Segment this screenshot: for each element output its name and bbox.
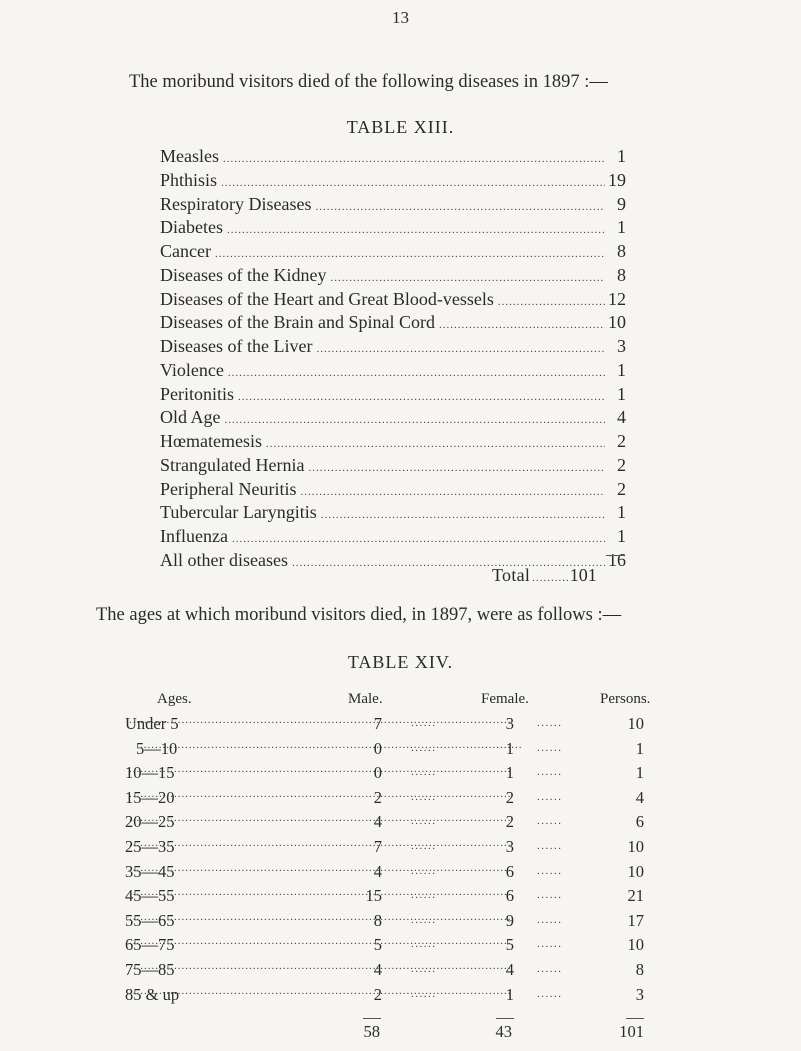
- table-row: [160, 194, 626, 218]
- table-row: [0, 985, 801, 1010]
- dot-leader: ......: [537, 840, 563, 852]
- table-row: [160, 312, 626, 336]
- female-count: 9: [505, 910, 514, 930]
- table-row: [160, 146, 626, 170]
- dot-leader: ......: [537, 815, 563, 828]
- disease-label: Violence: [160, 359, 224, 380]
- persons-total: 101: [619, 1022, 644, 1041]
- header-female: Female.: [481, 691, 529, 707]
- persons-count: 10: [627, 837, 644, 856]
- dot-leader: ......: [411, 963, 437, 975]
- table-row: [0, 739, 801, 764]
- disease-label: Peritonitis: [160, 383, 235, 404]
- disease-label: Diseases of the Kidney: [160, 264, 327, 285]
- persons-count: 21: [627, 886, 644, 906]
- male-count: 15: [365, 886, 382, 906]
- table-row: [0, 862, 801, 887]
- death-count: 3: [617, 336, 626, 356]
- death-count: 2: [617, 454, 626, 475]
- age-label: Under 5: [125, 714, 179, 733]
- persons-count: 1: [635, 738, 644, 758]
- dot-leader: [498, 296, 605, 308]
- table-row: [0, 837, 801, 862]
- age-label: 45—55: [125, 886, 175, 906]
- table-row: [160, 241, 626, 265]
- dot-leader: ......: [411, 741, 437, 754]
- age-label: 20—25: [125, 812, 175, 832]
- table-14-title: TABLE XIV.: [347, 652, 454, 672]
- disease-label: Influenza: [160, 526, 228, 546]
- dot-leader: ......: [411, 889, 437, 902]
- male-total-rule: [363, 1018, 381, 1019]
- death-count: 1: [617, 383, 626, 404]
- dot-leader: ......: [537, 889, 563, 902]
- dot-leader: ......: [411, 938, 437, 951]
- dot-leader: ......: [537, 963, 563, 975]
- female-count: 3: [505, 837, 514, 856]
- death-count: 1: [617, 502, 626, 523]
- dot-leader: [215, 248, 605, 260]
- table-row: [160, 336, 626, 360]
- dot-leader: ......: [537, 987, 563, 1000]
- total-row: [492, 565, 597, 586]
- persons-count: 10: [627, 935, 644, 955]
- dot-leader: ......: [411, 717, 437, 729]
- dot-leader: ......: [537, 717, 563, 729]
- dot-leader: [439, 319, 605, 331]
- table-row: [0, 788, 801, 813]
- dot-leader: [228, 367, 605, 379]
- total-label: Total: [492, 565, 531, 585]
- dot-leader: ......: [411, 913, 437, 926]
- disease-label: Diseases of the Brain and Spinal Cord: [160, 312, 435, 333]
- death-count: 1: [617, 146, 626, 166]
- dot-leader: [227, 224, 605, 236]
- female-count: 2: [505, 812, 514, 832]
- dot-leader: [129, 886, 512, 898]
- dot-leader: ......: [537, 938, 563, 951]
- female-count: 1: [505, 763, 514, 783]
- dot-leader: [321, 509, 605, 521]
- death-count: 2: [617, 478, 626, 499]
- table-row: [0, 886, 801, 911]
- intro-ages: The ages at which moribund visitors died, in 1897, were as follows :—: [96, 605, 622, 625]
- table-row: [160, 407, 626, 431]
- age-label: 35—45: [125, 861, 175, 881]
- header-ages: Ages.: [157, 691, 192, 707]
- dot-leader: [129, 985, 512, 997]
- table-row: [160, 217, 626, 241]
- age-label: 85 & up: [125, 984, 180, 1004]
- disease-label: Old Age: [160, 407, 221, 428]
- dot-leader: [223, 153, 605, 165]
- dot-leader: [266, 438, 605, 450]
- death-count: 1: [617, 217, 626, 238]
- female-total-rule: [496, 1018, 514, 1019]
- table-row: [0, 714, 801, 739]
- male-count: 4: [373, 812, 382, 832]
- dot-leader: ......: [411, 815, 437, 828]
- dot-leader: [129, 862, 512, 874]
- female-total: 43: [495, 1022, 512, 1041]
- persons-total-rule: [626, 1018, 644, 1019]
- disease-label: Hœmatemesis: [160, 431, 262, 451]
- persons-count: 4: [635, 787, 644, 807]
- death-count: 16: [608, 549, 626, 570]
- male-count: 7: [373, 714, 382, 733]
- persons-count: 6: [635, 812, 644, 832]
- table-row: [160, 265, 626, 289]
- dot-leader: ......: [411, 987, 437, 1000]
- intro-diseases: The moribund visitors died of the following diseases in 1897 :—: [129, 72, 608, 92]
- male-count: 2: [373, 787, 382, 807]
- dot-leader: ......: [537, 741, 563, 754]
- persons-count: 3: [635, 984, 644, 1004]
- table-row: [0, 935, 801, 960]
- death-count: 8: [617, 264, 626, 285]
- male-count: 8: [373, 910, 382, 930]
- male-count: 0: [373, 763, 382, 783]
- table-row: [160, 289, 626, 313]
- death-count: 12: [608, 288, 626, 309]
- dot-leader: ......: [537, 790, 563, 803]
- persons-count: 8: [635, 960, 644, 979]
- table-row: [0, 960, 801, 985]
- table-row: [160, 502, 626, 526]
- dot-leader: ..........: [532, 572, 570, 584]
- death-count: 8: [617, 241, 626, 261]
- table-row: [0, 812, 801, 837]
- female-count: 1: [505, 738, 514, 758]
- female-count: 5: [505, 935, 514, 955]
- table-row: [0, 763, 801, 788]
- page-number: 13: [392, 8, 409, 27]
- persons-count: 10: [627, 714, 644, 733]
- persons-count: 17: [627, 910, 644, 930]
- female-count: 4: [505, 960, 514, 979]
- dot-leader: [300, 486, 605, 498]
- female-count: 6: [505, 861, 514, 881]
- female-count: 3: [505, 714, 514, 733]
- death-count: 1: [617, 359, 626, 380]
- persons-count: 10: [627, 861, 644, 881]
- table-13: [160, 146, 626, 574]
- header-male: Male.: [348, 691, 383, 707]
- persons-count: 1: [635, 763, 644, 783]
- disease-label: Respiratory Diseases: [160, 193, 312, 214]
- dot-leader: [316, 343, 605, 355]
- total-rule: [606, 555, 624, 556]
- dot-leader: [238, 391, 605, 403]
- dot-leader: [315, 201, 605, 213]
- female-count: 1: [505, 984, 514, 1004]
- dot-leader: ......: [411, 790, 437, 803]
- disease-label: Diseases of the Liver: [160, 336, 313, 356]
- death-count: 10: [608, 312, 626, 333]
- female-count: 2: [505, 787, 514, 807]
- male-count: 2: [373, 984, 382, 1004]
- disease-label: Peripheral Neuritis: [160, 478, 297, 499]
- dot-leader: [221, 177, 605, 189]
- dot-leader: ......: [537, 766, 563, 779]
- total-value: 101: [569, 565, 597, 585]
- age-label: 55—65: [125, 910, 175, 930]
- dot-leader: [140, 739, 523, 751]
- dot-leader: [129, 911, 512, 923]
- male-count: 4: [373, 960, 382, 979]
- female-count: 6: [505, 886, 514, 906]
- age-label: 75—85: [125, 960, 175, 979]
- male-count: 5: [373, 935, 382, 955]
- disease-label: Diabetes: [160, 217, 223, 238]
- dot-leader: [129, 714, 512, 726]
- disease-label: Cancer: [160, 241, 211, 261]
- table-row: [160, 360, 626, 384]
- dot-leader: [232, 533, 605, 545]
- dot-leader: [129, 788, 512, 800]
- death-count: 9: [617, 193, 626, 214]
- age-label: 5—10: [136, 738, 178, 758]
- male-total: 58: [363, 1022, 380, 1041]
- death-count: 1: [617, 526, 626, 546]
- table-row: [160, 431, 626, 455]
- dot-leader: [129, 837, 512, 849]
- table-row: [0, 911, 801, 936]
- age-label: 25—35: [125, 837, 175, 856]
- table-13-title: TABLE XIII.: [346, 117, 455, 137]
- table-row: [160, 384, 626, 408]
- disease-label: Measles: [160, 146, 219, 166]
- disease-label: Tubercular Laryngitis: [160, 502, 317, 523]
- table-row: [160, 479, 626, 503]
- table-row: [160, 526, 626, 550]
- disease-label: Diseases of the Heart and Great Blood-vessels: [160, 288, 494, 309]
- age-label: 65—75: [125, 935, 175, 955]
- disease-label: All other diseases: [160, 549, 288, 570]
- age-label: 10—15: [125, 763, 175, 783]
- dot-leader: [225, 414, 606, 426]
- dot-leader: ......: [411, 840, 437, 852]
- dot-leader: [129, 960, 512, 972]
- dot-leader: [129, 763, 512, 775]
- dot-leader: [129, 812, 512, 824]
- male-count: 4: [373, 861, 382, 881]
- age-label: 15—20: [125, 787, 175, 807]
- male-count: 7: [373, 837, 382, 856]
- death-count: 4: [617, 407, 626, 428]
- dot-leader: [308, 462, 605, 474]
- dot-leader: ......: [537, 913, 563, 926]
- disease-label: Phthisis: [160, 169, 218, 190]
- header-persons: Persons.: [600, 691, 651, 707]
- dot-leader: ......: [537, 864, 563, 877]
- disease-label: Strangulated Hernia: [160, 454, 305, 475]
- dot-leader: [129, 935, 512, 947]
- dot-leader: ......: [411, 766, 437, 779]
- male-count: 0: [373, 738, 382, 758]
- table-row: [160, 455, 626, 479]
- dot-leader: [330, 272, 605, 284]
- dot-leader: ......: [411, 864, 437, 877]
- death-count: 19: [608, 169, 626, 190]
- death-count: 2: [617, 431, 626, 451]
- table-row: [160, 170, 626, 194]
